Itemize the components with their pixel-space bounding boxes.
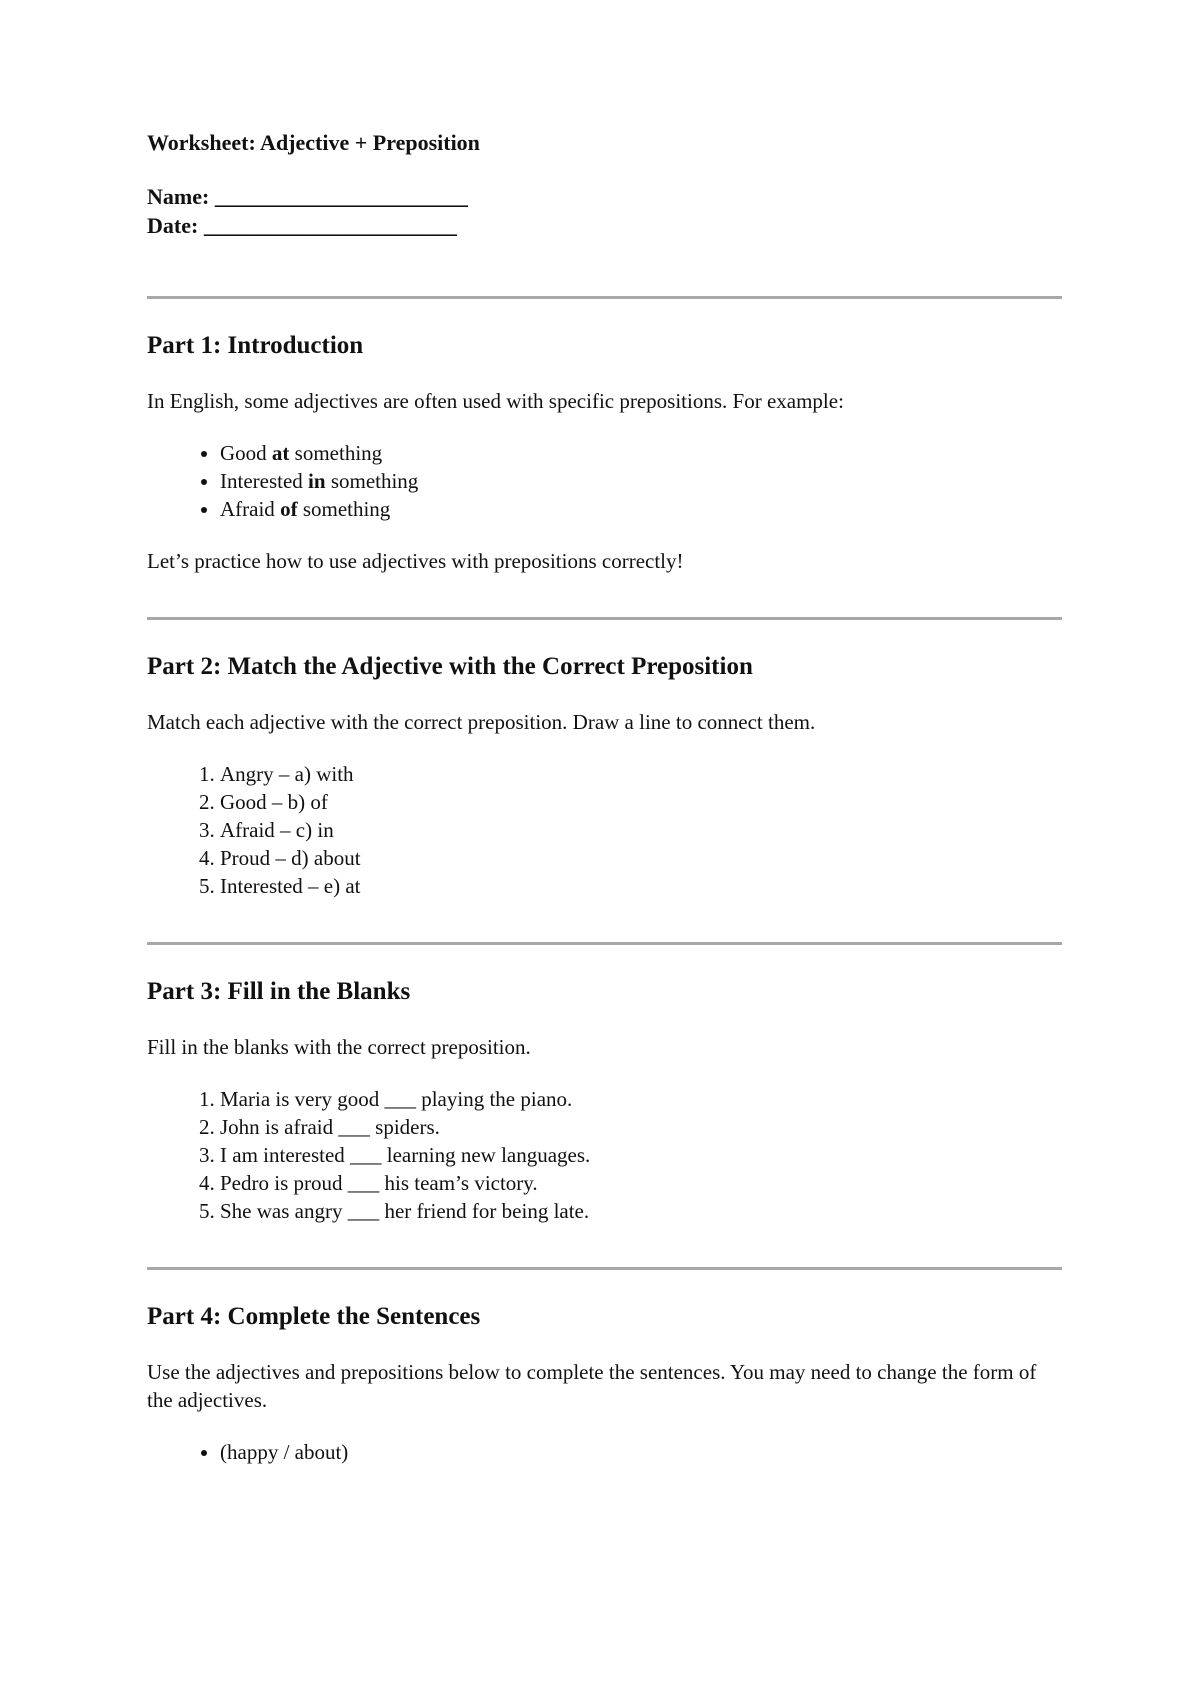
section-divider — [147, 617, 1062, 620]
list-item: • Good at something — [220, 439, 1062, 467]
list-item: 1. Angry – a) with — [220, 760, 1062, 788]
part3-heading: Part 3: Fill in the Blanks — [147, 978, 411, 1006]
name-label: Name: — [147, 184, 210, 210]
list-item: 2. Good – b) of — [220, 788, 1062, 816]
list-item: 5. Interested – e) at — [220, 872, 1062, 900]
part3-items — [147, 1085, 1062, 1225]
date-label: Date: — [147, 213, 199, 239]
section-divider — [147, 1267, 1062, 1270]
list-item: • Interested in something — [220, 467, 1062, 495]
worksheet-page — [147, 130, 1062, 1466]
part1-closing: Let’s practice how to use adjectives with prepositions correctly! — [147, 549, 684, 574]
date-blank[interactable]: _______________________ — [203, 213, 457, 239]
part2-instruction: Match each adjective with the correct preposition. Draw a line to connect them. — [147, 710, 816, 735]
part4-heading: Part 4: Complete the Sentences — [147, 1303, 481, 1331]
list-item: 4. Pedro is proud ___ his team’s victory. — [220, 1169, 1062, 1197]
list-item: 2. John is afraid ___ spiders. — [220, 1113, 1062, 1141]
part1-examples — [147, 439, 1062, 523]
part3-instruction: Fill in the blanks with the correct preposition. — [147, 1035, 531, 1060]
worksheet-title: Worksheet: Adjective + Preposition — [147, 130, 480, 155]
part2-items — [147, 760, 1062, 900]
list-item: 4. Proud – d) about — [220, 844, 1062, 872]
list-item: 1. Maria is very good ___ playing the piano. — [220, 1085, 1062, 1113]
part4-instruction: Use the adjectives and prepositions below to complete the sentences. You may need to change the form of the adjectives. — [147, 1360, 1037, 1413]
student-fields — [147, 182, 1062, 240]
name-field[interactable] — [147, 182, 1062, 211]
name-blank[interactable]: _______________________ — [214, 184, 468, 210]
list-item: • (happy / about) — [220, 1438, 1062, 1466]
part1-intro: In English, some adjectives are often used with specific prepositions. For example: — [147, 389, 844, 414]
section-divider — [147, 296, 1062, 299]
section-divider — [147, 942, 1062, 945]
part2-heading: Part 2: Match the Adjective with the Correct Preposition — [147, 653, 753, 681]
part1-heading: Part 1: Introduction — [147, 332, 364, 360]
list-item: 3. I am interested ___ learning new languages. — [220, 1141, 1062, 1169]
list-item: 3. Afraid – c) in — [220, 816, 1062, 844]
list-item: 5. She was angry ___ her friend for being late. — [220, 1197, 1062, 1225]
list-item: • Afraid of something — [220, 495, 1062, 523]
date-field[interactable] — [147, 211, 1062, 240]
part4-items — [147, 1438, 1062, 1466]
